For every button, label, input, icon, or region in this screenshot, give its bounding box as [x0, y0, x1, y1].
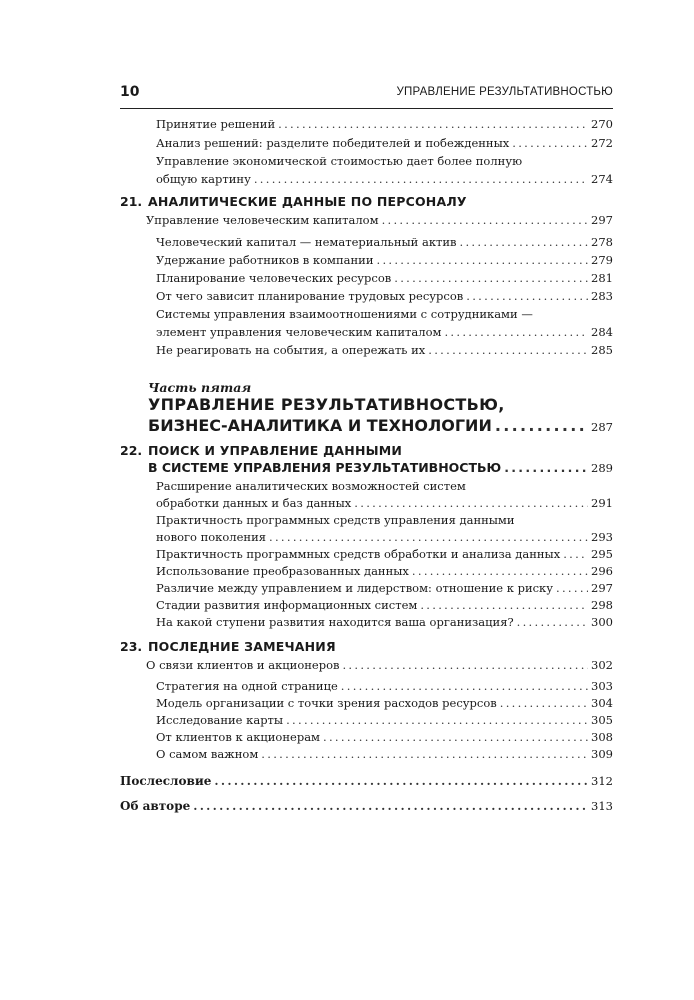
- chapter-title[interactable]: ПОСЛЕДНИЕ ЗАМЕЧАНИЯ: [148, 639, 336, 654]
- toc-entry[interactable]: Не реагировать на события, а опережать их ..... 285: [156, 341, 613, 359]
- toc-entry-line1: Расширение аналитических возможностей систем: [156, 479, 466, 493]
- toc-entry[interactable]: От клиентов к акционерам ..... 308: [156, 728, 613, 746]
- toc-entry[interactable]: На какой ступени развития находится ваша организация? ..... 300: [156, 613, 613, 631]
- toc-entry[interactable]: Удержание работников в компании ..... 279: [156, 251, 613, 269]
- toc-entry[interactable]: Модель организации с точки зрения расходов ресурсов ..... 304: [156, 694, 613, 712]
- toc-about-author[interactable]: Об авторе ..... 313: [120, 797, 613, 815]
- toc-entry[interactable]: общую картину ..... 274: [156, 170, 613, 188]
- running-head: УПРАВЛЕНИЕ РЕЗУЛЬТАТИВНОСТЬЮ: [396, 86, 613, 98]
- part-label: Часть пятая: [148, 380, 252, 395]
- toc-entry[interactable]: нового поколения ..... 293: [156, 528, 613, 546]
- chapter-number: 23.: [120, 639, 143, 654]
- toc-entry[interactable]: Человеческий капитал — нематериальный актив ..... 278: [156, 233, 613, 251]
- toc-entry[interactable]: Анализ решений: разделите победителей и побежденных ..... 272: [156, 134, 613, 152]
- toc-entry-line1: Системы управления взаимоотношениями с сотрудниками —: [156, 307, 533, 321]
- part-title[interactable]: БИЗНЕС-АНАЛИТИКА И ТЕХНОЛОГИИ ..... 287: [148, 415, 613, 438]
- toc-entry[interactable]: От чего зависит планирование трудовых ресурсов ..... 283: [156, 287, 613, 305]
- toc-entry[interactable]: О самом важном ..... 309: [156, 745, 613, 763]
- page-number: 10: [120, 84, 140, 100]
- toc-section[interactable]: Управление человеческим капиталом ..... 297: [146, 211, 613, 229]
- chapter-number: 21.: [120, 194, 143, 209]
- chapter-title[interactable]: В СИСТЕМЕ УПРАВЛЕНИЯ РЕЗУЛЬТАТИВНОСТЬЮ ..... 289: [148, 459, 613, 477]
- toc-entry[interactable]: элемент управления человеческим капиталом ..... 284: [156, 323, 613, 341]
- toc-entry[interactable]: Планирование человеческих ресурсов ..... 281: [156, 269, 613, 287]
- chapter-number: 22.: [120, 443, 143, 458]
- toc-entry-line1: Управление экономической стоимостью дает более полную: [156, 154, 523, 168]
- toc-entry[interactable]: обработки данных и баз данных ..... 291: [156, 494, 613, 512]
- toc-entry[interactable]: Принятие решений ..... 270: [156, 115, 613, 133]
- toc-entry[interactable]: Практичность программных средств обработки и анализа данных ..... 295: [156, 545, 613, 563]
- toc-afterword[interactable]: Послесловие ..... 312: [120, 772, 613, 790]
- toc-entry[interactable]: Исследование карты ..... 305: [156, 711, 613, 729]
- toc-entry[interactable]: Различие между управлением и лидерством: отношение к риску ..... 297: [156, 579, 613, 597]
- toc-section[interactable]: О связи клиентов и акционеров ..... 302: [146, 656, 613, 674]
- chapter-title[interactable]: АНАЛИТИЧЕСКИЕ ДАННЫЕ ПО ПЕРСОНАЛУ: [148, 194, 467, 209]
- part-title-line1: УПРАВЛЕНИЕ РЕЗУЛЬТАТИВНОСТЬЮ,: [148, 395, 505, 414]
- toc-entry-line1: Практичность программных средств управления данными: [156, 513, 515, 527]
- toc-entry[interactable]: Стадии развития информационных систем ..... 298: [156, 596, 613, 614]
- chapter-title-line1: ПОИСК И УПРАВЛЕНИЕ ДАННЫМИ: [148, 443, 403, 458]
- toc-entry[interactable]: Использование преобразованных данных ..... 296: [156, 562, 613, 580]
- toc-entry[interactable]: Стратегия на одной странице ..... 303: [156, 677, 613, 695]
